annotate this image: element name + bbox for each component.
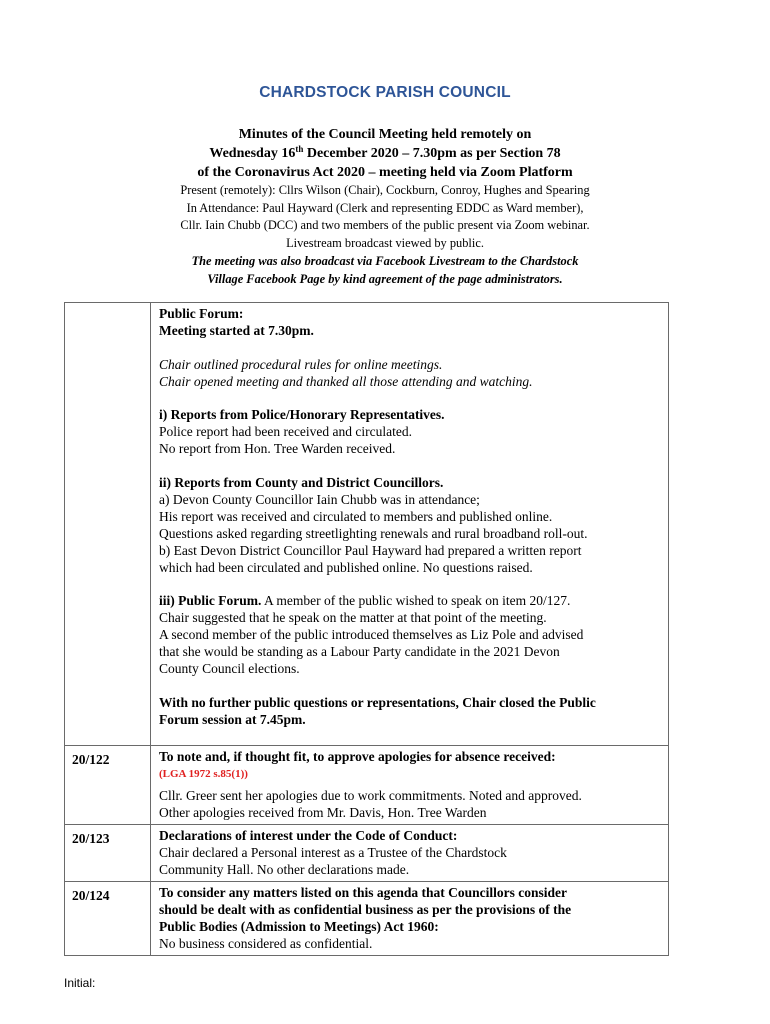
heading-date-prefix: Wednesday 16 bbox=[209, 146, 296, 161]
table-row bbox=[65, 745, 669, 824]
heading-line-3: of the Coronavirus Act 2020 – meeting held via Zoom Platform bbox=[197, 165, 573, 180]
declarations-line-2: Community Hall. No other declarations made. bbox=[159, 861, 410, 877]
apologies-title: To note and, if thought fit, to approve apologies for absence received: bbox=[159, 748, 556, 764]
declarations-line-1: Chair declared a Personal interest as a Trustee of the Chardstock bbox=[159, 844, 507, 860]
public-forum-cell bbox=[151, 303, 669, 746]
procedure-line-2: Chair opened meeting and thanked all those attending and watching. bbox=[159, 373, 533, 389]
meeting-start-time: Meeting started at 7.30pm. bbox=[159, 323, 314, 338]
item-number-20-123: 20/123 bbox=[65, 824, 151, 881]
declarations-title: Declarations of interest under the Code of Conduct: bbox=[159, 827, 458, 843]
council-title: CHARDSTOCK PARISH COUNCIL bbox=[259, 84, 511, 101]
confidential-title-line-3: Public Bodies (Admission to Meetings) Act 1960: bbox=[159, 918, 439, 934]
confidential-title-line-1: To consider any matters listed on this agenda that Councillors consider bbox=[159, 884, 568, 900]
attendance-dcc: Cllr. Iain Chubb (DCC) and two members of the public present via Zoom webinar. bbox=[180, 218, 590, 232]
councillor-reports-line-4: b) East Devon District Councillor Paul Hayward had prepared a written report bbox=[159, 542, 582, 558]
table-row bbox=[65, 881, 669, 955]
councillor-reports-line-2: His report was received and circulated to members and published online. bbox=[159, 508, 553, 524]
item-number-cell bbox=[65, 303, 151, 746]
initial-label: Initial: bbox=[64, 976, 96, 990]
forum-closing-line-1: With no further public questions or representations, Chair closed the Public bbox=[159, 694, 596, 710]
meeting-header bbox=[0, 125, 770, 288]
apologies-line-2: Other apologies received from Mr. Davis, Hon. Tree Warden bbox=[159, 804, 487, 820]
public-session-line-1: Chair suggested that he speak on the matter at that point of the meeting. bbox=[159, 610, 547, 625]
procedure-line-1: Chair outlined procedural rules for online meetings. bbox=[159, 356, 443, 372]
broadcast-note-line-1: The meeting was also broadcast via Facebook Livestream to the Chardstock bbox=[191, 254, 579, 268]
public-session-first-line-rest: A member of the public wished to speak on item 20/127. bbox=[261, 593, 571, 608]
broadcast-note-line-2: Village Facebook Page by kind agreement of the page administrators. bbox=[207, 272, 563, 286]
apologies-cell bbox=[151, 745, 669, 824]
confidential-line-1: No business considered as confidential. bbox=[159, 935, 373, 951]
public-session-line-3: that she would be standing as a Labour Party candidate in the 2021 Devon bbox=[159, 644, 560, 659]
police-reports-line-1: Police report had been received and circulated. bbox=[159, 424, 412, 439]
public-session-first-line bbox=[159, 592, 664, 609]
table-row bbox=[65, 824, 669, 881]
minutes-table bbox=[64, 302, 669, 956]
table-row bbox=[65, 303, 669, 746]
police-reports-title: i) Reports from Police/Honorary Representatives. bbox=[159, 407, 445, 422]
councillor-reports-line-5: which had been circulated and published online. No questions raised. bbox=[159, 559, 533, 575]
confidential-title-line-2: should be dealt with as confidential business as per the provisions of the bbox=[159, 901, 572, 917]
declarations-cell bbox=[151, 824, 669, 881]
confidential-cell bbox=[151, 881, 669, 955]
heading-date-rest: December 2020 – 7.30pm as per Section 78 bbox=[303, 146, 561, 161]
public-forum-heading: Public Forum: bbox=[159, 306, 244, 321]
police-reports-line-2: No report from Hon. Tree Warden received. bbox=[159, 441, 396, 456]
attendance-present: Present (remotely): Cllrs Wilson (Chair), Cockburn, Conroy, Hughes and Spearing bbox=[180, 183, 590, 197]
legislation-reference: (LGA 1972 s.85(1)) bbox=[159, 767, 248, 780]
forum-closing-line-2: Forum session at 7.45pm. bbox=[159, 711, 306, 727]
public-session-line-4: County Council elections. bbox=[159, 661, 300, 676]
councillor-reports-line-1: a) Devon County Councillor Iain Chubb was in attendance; bbox=[159, 491, 480, 507]
heading-line-1: Minutes of the Council Meeting held remotely on bbox=[238, 127, 532, 142]
attendance-in-attendance: In Attendance: Paul Hayward (Clerk and representing EDDC as Ward member), bbox=[186, 200, 584, 215]
apologies-line-1: Cllr. Greer sent her apologies due to work commitments. Noted and approved. bbox=[159, 787, 582, 803]
councillor-reports-title: ii) Reports from County and District Councillors. bbox=[159, 474, 444, 490]
councillor-reports-line-3: Questions asked regarding streetlighting renewals and rural broadband roll-out. bbox=[159, 525, 588, 541]
item-number-20-122: 20/122 bbox=[65, 745, 151, 824]
heading-line-2 bbox=[0, 144, 770, 163]
attendance-livestream: Livestream broadcast viewed by public. bbox=[286, 235, 484, 250]
public-session-title: iii) Public Forum. bbox=[159, 593, 262, 608]
heading-date-suffix: th bbox=[295, 144, 304, 154]
item-number-20-124: 20/124 bbox=[65, 881, 151, 955]
public-session-line-2: A second member of the public introduced themselves as Liz Pole and advised bbox=[159, 627, 584, 642]
